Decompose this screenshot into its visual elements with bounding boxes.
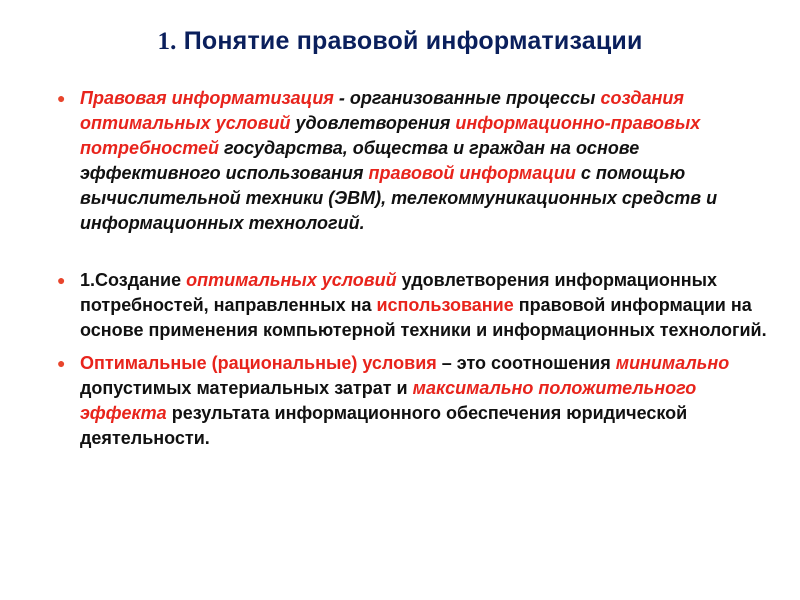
- optimal-text-1: – это соотношения: [436, 353, 616, 373]
- definition-text-2: удовлетворения: [290, 113, 456, 133]
- optimal-text-3: результата информационного обеспечения юридической деятельности.: [80, 403, 688, 448]
- slide-content: [56, 86, 768, 451]
- definition-text-3: государства, общества и граждан на основе эффективного использования: [80, 138, 640, 183]
- bullet-dot-icon: ●: [57, 90, 66, 106]
- term-optimal-conditions-2: оптимальных условий: [186, 270, 397, 290]
- term-legal-information: правовой информации: [368, 163, 576, 183]
- slide-title: [0, 27, 800, 56]
- title-text: Понятие правовой информатизации: [176, 27, 643, 55]
- term-optimal-rational-conditions: Оптимальные (рациональные) условия: [80, 353, 437, 373]
- term-maximally-positive-effect: максимально положительного эффекта: [80, 378, 697, 423]
- bullet-dot-icon: ●: [57, 355, 66, 371]
- term-minimally: минимально: [615, 353, 730, 373]
- definition-text-1: - организованные процессы: [333, 88, 601, 108]
- bullet-creation: [56, 268, 768, 343]
- title-number: 1.: [157, 28, 177, 55]
- item-number: 1.: [80, 270, 96, 290]
- creation-text-1: Создание: [95, 270, 187, 290]
- term-usage: использование: [376, 295, 514, 315]
- bullet-definition: [56, 86, 768, 236]
- definition-text-4: с помощью вычислительной техники (ЭВМ), телекоммуникационных средств и информационных технологий.: [80, 163, 718, 233]
- bullet-optimal-conditions: [56, 351, 768, 451]
- optimal-text-2: допустимых материальных затрат и: [80, 378, 413, 398]
- term-optimal-conditions: создания оптимальных условий: [80, 88, 684, 133]
- term-legal-informatization: Правовая информатизация: [80, 88, 334, 108]
- creation-text-3: правовой информации на основе применения компьютерной техники и информационных технологий.: [80, 295, 767, 340]
- term-information-legal-needs: информационно-правовых потребностей: [80, 113, 701, 158]
- bullet-dot-icon: ●: [57, 272, 66, 288]
- creation-text-2: удовлетворения информационных потребностей, направленных на: [80, 270, 718, 315]
